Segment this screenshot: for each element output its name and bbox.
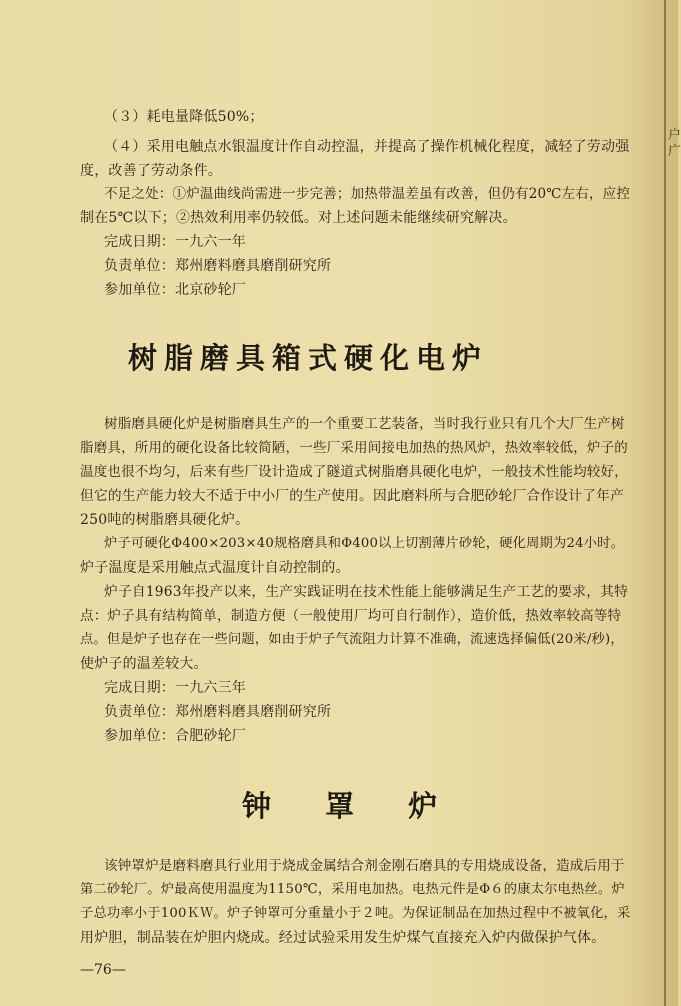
participating-unit-1: 参加单位：北京砂轮厂	[104, 282, 246, 298]
para3-line-1: 炉子自1963年投产以来，生产实践证明在技术性能上能够满足生产工艺的要求，其特	[104, 584, 629, 600]
shortcoming-line-1: 不足之处：①炉温曲线尚需进一步完善；加热带温差虽有改善，但仍有20℃左右，应控	[104, 186, 631, 202]
adjacent-page-text: 户 广	[668, 128, 681, 159]
para3-line-3: 点。但是炉子也存在一些问题，如由于炉子气流阻力计算不准确，流速选择偏低(20米/秒)，	[80, 632, 624, 647]
para1-line-5: 250吨的树脂磨具硬化炉。	[80, 512, 250, 528]
para4-line-3: 子总功率小于100ＫＷ。炉子钟罩可分重量小于２吨。为保证制品在加热过程中不被氧化，采	[80, 906, 631, 921]
para4-line-2: 第二砂轮厂。炉最高使用温度为1150℃，采用电加热。电热元件是Φ６的康太尔电热丝。炉	[80, 882, 625, 897]
responsible-unit-1: 负责单位：郑州磨料磨具磨削研究所	[104, 258, 332, 274]
item-3: （３）耗电量降低50%；	[104, 109, 264, 125]
para1-line-1: 树脂磨具硬化炉是树脂磨具生产的一个重要工艺装备，当时我行业只有几个大厂生产树	[104, 416, 625, 432]
page-number: —76—	[80, 962, 126, 978]
para4-line-4: 用炉胆，制品装在炉胆内烧成。经过试验采用发生炉煤气直接充入炉内做保护气体。	[80, 930, 606, 946]
item-4-line-1: （４）采用电触点水银温度计作自动控温，并提高了操作机械化程度，减轻了劳动强	[104, 139, 630, 155]
para2-line-1: 炉子可硬化Φ400×203×40规格磨具和Φ400以上切割薄片砂轮，硬化周期为24小时。	[104, 536, 625, 551]
completion-date-1: 完成日期：一九六一年	[104, 234, 246, 250]
para3-line-4: 使炉子的温差较大。	[80, 656, 208, 672]
section-title-hardening-furnace: 树脂磨具箱式硬化电炉	[128, 341, 489, 375]
completion-date-2: 完成日期：一九六三年	[104, 680, 246, 696]
shortcoming-line-2: 制在5℃以下；②热效利用率仍较低。对上述问题未能继续研究解决。	[80, 210, 517, 226]
item-4-line-2: 度，改善了劳动条件。	[80, 163, 222, 179]
para1-line-2: 脂磨具，所用的硬化设备比较简陋，一些厂采用间接电加热的热风炉，热效率较低，炉子的	[80, 440, 628, 456]
book-spine	[664, 0, 666, 1006]
para1-line-3: 温度也很不均匀，后来有些厂设计造成了隧道式树脂磨具硬化电炉，一般技术性能均较好，	[80, 464, 628, 480]
para2-line-2: 炉子温度是采用触点式温度计自动控制的。	[80, 560, 350, 576]
section-title-bell-furnace: 钟 罩 炉	[242, 789, 460, 823]
para4-line-1: 该钟罩炉是磨料磨具行业用于烧成金属结合剂金刚石磨具的专用烧成设备，造成后用于	[104, 858, 625, 874]
responsible-unit-2: 负责单位：郑州磨料磨具磨削研究所	[104, 704, 332, 720]
participating-unit-2: 参加单位：合肥砂轮厂	[104, 728, 246, 744]
para1-line-4: 但它的生产能力较大不适于中小厂的生产使用。因此磨料所与合肥砂轮厂合作设计了年产	[80, 488, 625, 504]
para3-line-2: 点：炉子具有结构简单，制造方便（一般使用厂均可自行制作），造价低，热效率较高等特	[80, 608, 622, 624]
